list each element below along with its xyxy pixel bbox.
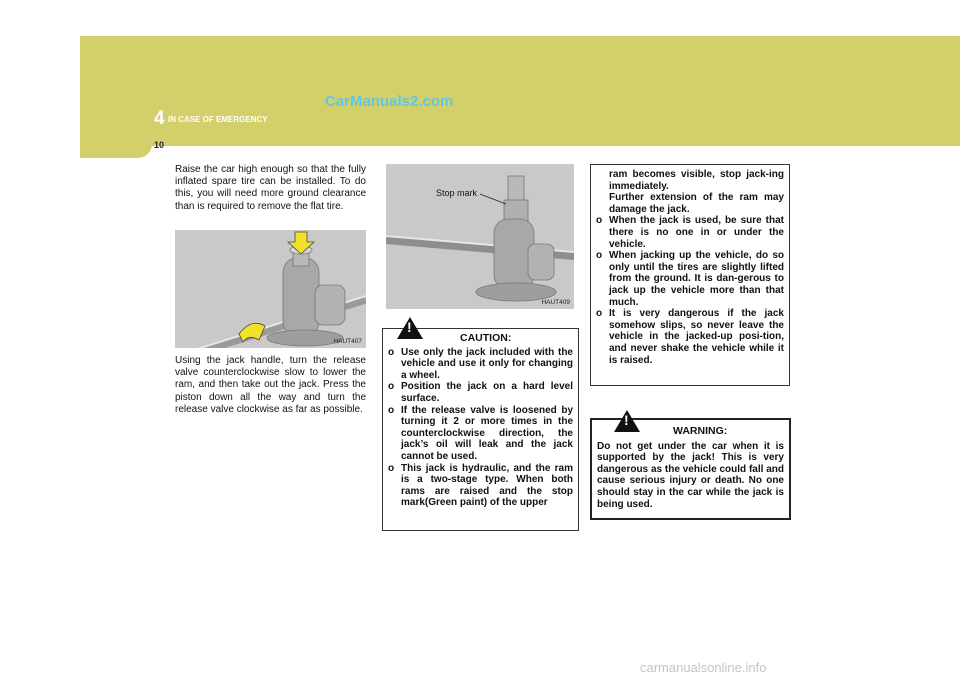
caution-continued-sub: Further extension of the ram may damage the jack. (609, 192, 784, 215)
chapter-number: 4 (154, 108, 165, 129)
caution-item: o If the release valve is loosened by turning it 2 or more times in the counterclockwise direction, the jack’s oil will leak and the jack cannot be used. (388, 404, 573, 462)
caution-item: o When the jack is used, be sure that there is no one in or under the vehicle. (596, 215, 784, 250)
caution-item: o It is very dangerous if the jack somehow slips, so never leave the vehicle in the jacked-up posi-tion, and never shake the vehicle while it is raised. (596, 308, 784, 366)
intro-paragraph: Raise the car high enough so that the fully inflated spare tire can be installed. To do this, you will need more ground clearance than is required to remove the flat tire. (175, 164, 366, 212)
caution-item: o Use only the jack included with the vehicle and use it only for changing a wheel. (388, 346, 573, 381)
jack-drawing (175, 230, 366, 348)
caution-continued-box (590, 164, 790, 386)
footer-watermark: carmanualsonline.info (640, 660, 767, 675)
caution-item: o This jack is hydraulic, and the ram is a two-stage type. When both rams are raised and the stop mark(Green paint) of the upper (388, 462, 573, 509)
warning-text: Do not get under the car when it is supported by the jack! This is very dangerous as the vehicle could fall and cause serious injury or death. No one should stay in the car while the jack is being used. (597, 440, 784, 510)
page-tab (80, 134, 152, 158)
caution-alert-icon: ! (397, 317, 423, 339)
warning-box (590, 412, 791, 520)
caution-item: o Position the jack on a hard level surface. (388, 381, 573, 404)
warning-alert-icon: ! (614, 410, 640, 432)
jack-release-valve-illustration (175, 230, 366, 348)
watermark-top: CarManuals2.com (325, 93, 454, 110)
image-code-haut409: HAUT409 (541, 299, 570, 306)
caution-list (388, 347, 573, 509)
caution-box (382, 319, 579, 531)
image-code-haut407: HAUT407 (333, 338, 362, 345)
page-number: 10 (154, 140, 165, 150)
jack-stop-mark-illustration (386, 164, 574, 309)
stop-mark-label: Stop mark (436, 188, 478, 198)
caution-title: CAUTION: (460, 332, 512, 344)
chapter-title: IN CASE OF EMERGENCY (168, 115, 268, 124)
caution-continued-list (596, 215, 784, 366)
caution-item: o When jacking up the vehicle, do so only until the tires are slightly lifted from the ground. It is dan-gerous to jack up the vehicle more than that much. (596, 250, 784, 308)
jack-stop-mark-drawing (386, 164, 574, 309)
release-valve-paragraph: Using the jack handle, turn the release valve counterclockwise slow to lower the ram, and then take out the jack. Press the piston down all the way and turn the release valve clockwise as far as possible. (175, 355, 366, 415)
caution-continued-intro: ram becomes visible, stop jack-ing immediately. (609, 169, 784, 192)
warning-title: WARNING: (673, 425, 728, 437)
header-band (80, 36, 960, 146)
